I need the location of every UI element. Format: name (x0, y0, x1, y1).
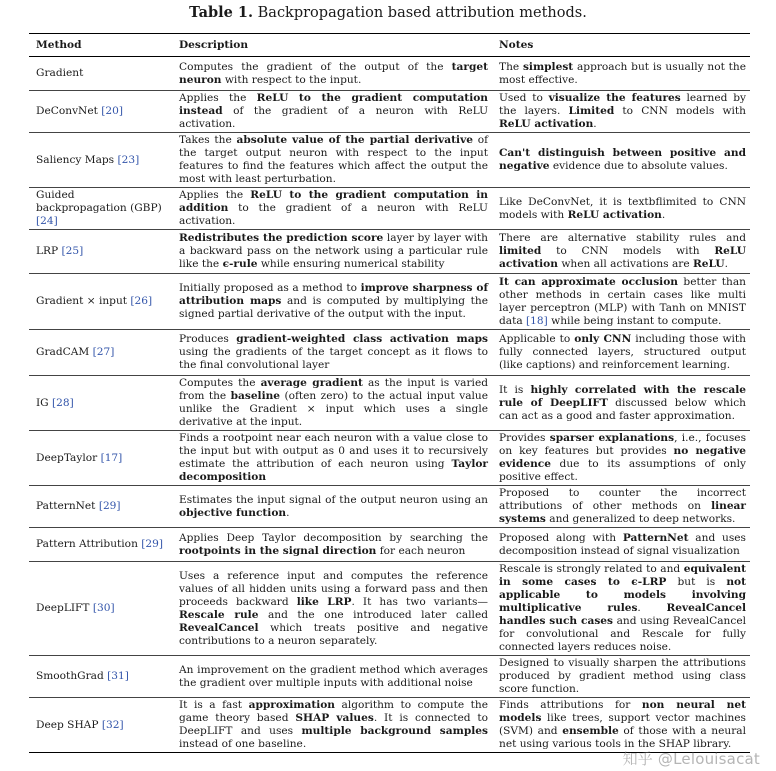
header-method: Method (29, 34, 172, 57)
method-name: Deep SHAP (36, 718, 102, 731)
text-span: An improvement on the gradient method which averages the gradient over multiple inputs with additional noise (179, 663, 488, 689)
text-span: and the one introduced later called (258, 608, 488, 621)
bold-text: RevealCancel handles such cases (499, 602, 746, 627)
text-span: . It is connected to DeepLIFT and uses (179, 712, 488, 737)
bold-text: SHAP values (295, 712, 374, 724)
text-span: . (637, 602, 667, 614)
bold-text: no negative evidence (499, 445, 746, 470)
text-span: Initially proposed as a method to (179, 282, 361, 294)
text-span: Applies the (179, 189, 251, 201)
citation-ref[interactable]: [31] (107, 670, 129, 682)
notes-cell (492, 698, 750, 753)
table-row (29, 330, 750, 376)
notes-cell (492, 230, 750, 274)
citation-ref[interactable]: [20] (101, 105, 123, 117)
description-cell (172, 188, 492, 230)
text-span: algorithm to compute the game theory based (179, 699, 488, 724)
method-name: Saliency Maps (36, 153, 118, 166)
text-span: , i.e., focuses on key features but provides (499, 432, 747, 457)
citation-ref: [18] (526, 314, 548, 327)
text-span: and is computed by multiplying the signed partial derivative of the output with the input. (179, 295, 488, 320)
bold-text: Redistributes the prediction score (179, 232, 384, 244)
notes-cell (492, 133, 750, 188)
notes-cell (492, 330, 750, 376)
method-cell (29, 57, 172, 91)
table-header-row (29, 34, 750, 57)
text-span: Like DeConvNet, it is textbflimited to CNN models with (499, 195, 746, 221)
text-span: while being instant to compute. (547, 314, 722, 327)
watermark: 知乎 @Lelouisacat (622, 750, 760, 768)
citation-ref[interactable]: [29] (141, 538, 164, 550)
bold-text: limited (499, 245, 542, 257)
bold-text: Limited (568, 105, 615, 117)
text-span: as the input is varied from the (179, 377, 488, 402)
text-span: and using RevealCancel for convolutional and Rescale for fully connected layers reduces noise. (499, 615, 746, 653)
bold-text: ϵ-rule (222, 258, 258, 270)
bold-text: absolute value of the partial derivative (236, 134, 473, 146)
text-span: discussed below which can act as a good and faster approximation. (499, 396, 747, 422)
bold-text: improve sharpness of attribution maps (179, 282, 489, 307)
notes-cell (492, 486, 750, 528)
method-name: IG (36, 396, 53, 409)
text-span: approach but is usually not the most effective. (499, 60, 746, 86)
description-cell (172, 91, 492, 133)
text-span: It is a fast (179, 699, 249, 711)
bold-text: multiple background samples (301, 725, 488, 737)
description-cell (172, 656, 492, 698)
bold-text: average gradient (260, 377, 363, 389)
text-span: better than other methods in certain cases like multi layer perceptron (MLP) with Tanh on MNIST data (499, 275, 746, 327)
notes-cell (492, 188, 750, 230)
text-span: Rescale is strongly related to and (499, 563, 684, 575)
method-cell (29, 188, 172, 230)
description-cell (172, 486, 492, 528)
text-span: and generalized to deep networks. (545, 513, 736, 525)
citation-ref[interactable]: [29] (98, 500, 121, 512)
caption-text: Backpropagation based attribution methods. (253, 5, 587, 21)
text-span: Used to (499, 92, 549, 104)
citation-ref[interactable]: [26] (130, 295, 153, 307)
citation-ref[interactable]: [30] (92, 602, 115, 614)
bold-text: baseline (230, 390, 281, 402)
citation-ref[interactable]: [27] (92, 346, 115, 358)
text-span: evidence due to absolute values. (549, 160, 728, 172)
method-cell (29, 230, 172, 274)
text-span: for each neuron (376, 544, 466, 557)
text-span: of those with a neural net using various tools in the SHAP library. (499, 725, 746, 750)
table-row (29, 376, 750, 431)
bold-text: Can't distinguish between positive and negative (499, 147, 746, 172)
method-name: Gradient (36, 67, 84, 79)
method-cell (29, 431, 172, 486)
notes-cell (492, 431, 750, 486)
text-span: . (724, 258, 729, 270)
citation-ref[interactable]: [23] (117, 153, 140, 166)
text-span: Computes the (179, 377, 261, 389)
table-row (29, 133, 750, 188)
text-span: It is (499, 383, 531, 396)
bold-text: Rescale rule (179, 608, 259, 621)
text-span: Produces (179, 333, 237, 345)
text-span: due to its assumptions of only positive effect. (499, 458, 746, 483)
bold-text: Taylor decomposition (179, 458, 488, 483)
citation-ref[interactable]: [28] (52, 396, 74, 409)
table-row (29, 486, 750, 528)
bold-text: ReLU (693, 258, 725, 270)
text-span: Computes the gradient of the output of the (179, 60, 452, 73)
bold-text: ReLU activation (567, 208, 662, 221)
method-cell (29, 330, 172, 376)
method-name: DeepTaylor (36, 451, 101, 464)
text-span: The (499, 60, 523, 73)
text-span: but is (666, 576, 727, 588)
table-body (29, 57, 750, 753)
bold-text: like LRP (296, 595, 352, 608)
table-row (29, 698, 750, 753)
text-span: There are alternative stability rules and (499, 232, 746, 244)
method-cell (29, 528, 172, 562)
method-name: Guided backpropagation (GBP) (36, 189, 162, 214)
text-span: Uses a reference input and computes the reference values of all hidden units using a forward pass and then proceeds backward (179, 569, 488, 608)
text-span: Takes the (179, 134, 237, 146)
table-row (29, 57, 750, 91)
text-span: Applies Deep Taylor decomposition by searching the (179, 531, 488, 544)
attribution-methods-table (29, 33, 750, 753)
notes-cell (492, 376, 750, 431)
method-cell (29, 656, 172, 698)
table-caption (0, 4, 776, 21)
description-cell (172, 528, 492, 562)
text-span: to CNN models with (541, 245, 715, 257)
bold-text: equivalent in some cases to ϵ-LRP (499, 563, 746, 588)
notes-cell (492, 91, 750, 133)
table-row (29, 274, 750, 330)
table-row (29, 562, 750, 656)
text-span: Finds a rootpoint near each neuron with a value close to the input but with output as 0 and uses it to recursively estimate the attribution of each neuron using (179, 432, 488, 470)
description-cell (172, 562, 492, 656)
bold-text: approximation (248, 699, 336, 711)
bold-text: linear systems (499, 500, 746, 525)
text-span: of the gradient of a neuron with ReLU activation. (179, 105, 488, 130)
text-span: of the target output neuron with respect to the input features to find the features which affect the output the most with least perturbation. (179, 134, 488, 185)
text-span: to the gradient of a neuron with ReLU activation. (179, 202, 488, 227)
bold-text: only CNN (574, 333, 632, 345)
text-span: like trees, support vector machines (SVM) and (499, 712, 746, 737)
method-cell (29, 562, 172, 656)
notes-cell (492, 528, 750, 562)
text-span: which treats positive and negative contributions to a neuron separately. (179, 621, 488, 647)
description-cell (172, 133, 492, 188)
bold-text: ReLU to the gradient computation in addition (179, 189, 489, 214)
bold-text: ensemble (562, 725, 619, 737)
table-row (29, 230, 750, 274)
notes-cell (492, 656, 750, 698)
table-row (29, 431, 750, 486)
header-notes: Notes (492, 34, 750, 57)
method-name: Gradient × input (36, 295, 131, 307)
text-span: Finds attributions for (499, 699, 642, 711)
method-name: GradCAM (36, 346, 93, 358)
method-name: PatternNet (36, 500, 99, 512)
text-span: using the gradients of the target concept as it flows to the final convolutional layer (179, 346, 488, 371)
bold-text: ReLU to the gradient computation instead (179, 92, 488, 117)
notes-cell (492, 57, 750, 91)
citation-ref[interactable]: [25] (61, 245, 84, 257)
header-description: Description (172, 34, 492, 57)
description-cell (172, 330, 492, 376)
text-span: while ensuring numerical stability (257, 258, 445, 270)
text-span: when all activations are (557, 258, 693, 270)
bold-text: highly correlated with the rescale rule of DeepLIFT (499, 383, 746, 409)
bold-text: objective function (179, 506, 287, 519)
text-span: learned by the layers. (499, 92, 746, 117)
method-name: Pattern Attribution (36, 538, 142, 550)
description-cell (172, 698, 492, 753)
text-span: Applies the (179, 92, 257, 104)
bold-text: rootpoints in the signal direction (179, 544, 377, 557)
text-span: including those with fully connected layers, structured output (like captions) and reinforcement learning. (499, 333, 746, 371)
text-span: Applicable to (499, 333, 575, 345)
table-row (29, 656, 750, 698)
bold-text: RevealCancel (179, 621, 259, 634)
notes-cell (492, 562, 750, 656)
description-cell (172, 376, 492, 431)
text-span: to CNN models with (614, 105, 746, 117)
citation-ref[interactable]: [17] (100, 451, 123, 464)
text-span: . It has two variants— (351, 595, 488, 608)
text-span: Provides (499, 432, 550, 444)
text-span: Proposed to counter the incorrect attributions of other methods on (499, 487, 746, 512)
description-cell (172, 57, 492, 91)
text-span: (often zero) to the actual input value unlike the Gradient × input which uses a single derivative at the input. (179, 390, 488, 428)
description-cell (172, 274, 492, 330)
text-span: Estimates the input signal of the output neuron using an (179, 493, 488, 506)
method-cell (29, 133, 172, 188)
bold-text: It can approximate occlusion (499, 275, 678, 288)
caption-label: Table 1. (189, 4, 254, 21)
table-row (29, 91, 750, 133)
text-span: . (286, 506, 290, 519)
bold-text: not applicable to models involving multiplicative rules (499, 576, 747, 614)
bold-text: gradient-weighted class activation maps (236, 333, 488, 345)
bold-text: ReLU activation (499, 118, 594, 130)
table-row (29, 188, 750, 230)
method-name: DeConvNet (36, 105, 102, 117)
text-span: with respect to the input. (221, 73, 362, 86)
bold-text: non neural net models (499, 699, 746, 724)
method-cell (29, 91, 172, 133)
method-cell (29, 698, 172, 753)
bold-text: target neuron (179, 60, 488, 86)
method-cell (29, 376, 172, 431)
method-cell (29, 486, 172, 528)
description-cell (172, 230, 492, 274)
method-cell (29, 274, 172, 330)
text-span: and uses decomposition instead of signal visualization (499, 531, 746, 557)
text-span: instead of one baseline. (179, 738, 307, 750)
method-name: SmoothGrad (36, 670, 108, 682)
bold-text: ReLU activation (499, 245, 746, 270)
method-name: LRP (36, 245, 62, 257)
citation-ref[interactable]: [32] (101, 718, 124, 731)
text-span: layer by layer with a backward pass on the network using a particular rule like the (179, 232, 488, 270)
text-span: . (661, 208, 666, 221)
bold-text: PatternNet (622, 531, 689, 544)
text-span: Designed to visually sharpen the attributions produced by gradient method using class score function. (499, 657, 746, 695)
method-name: DeepLIFT (36, 602, 93, 614)
notes-cell (492, 274, 750, 330)
description-cell (172, 431, 492, 486)
text-span: . (593, 118, 597, 130)
bold-text: sparser explanations (549, 432, 675, 444)
bold-text: visualize the features (548, 92, 681, 104)
table-row (29, 528, 750, 562)
citation-ref[interactable]: [24] (36, 215, 58, 227)
bold-text: simplest (522, 60, 574, 73)
text-span: Proposed along with (499, 531, 623, 544)
